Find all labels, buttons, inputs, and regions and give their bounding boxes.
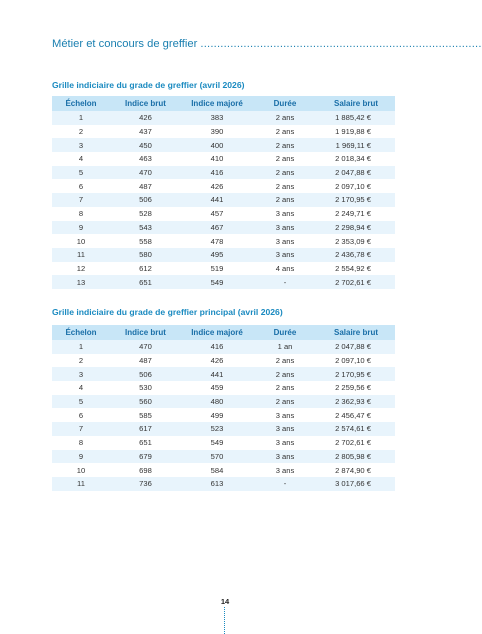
table-row <box>52 450 395 464</box>
indice-brut-cell: 558 <box>110 234 181 248</box>
table-row <box>52 262 395 276</box>
salaire-brut-cell: 2 702,61 € <box>317 436 395 450</box>
indice-majore-cell: 570 <box>181 450 253 464</box>
indice-majore-cell: 549 <box>181 436 253 450</box>
salaire-brut-cell: 2 456,47 € <box>317 408 395 422</box>
duree-cell: 3 ans <box>253 234 317 248</box>
indice-brut-cell: 426 <box>110 111 181 125</box>
echelon-cell: 10 <box>52 463 110 477</box>
salaire-brut-cell: 2 353,09 € <box>317 234 395 248</box>
duree-cell: 2 ans <box>253 166 317 180</box>
table-row <box>52 436 395 450</box>
table-row <box>52 138 395 152</box>
indice-majore-cell: 459 <box>181 381 253 395</box>
table-row <box>52 207 395 221</box>
table-header-row <box>52 96 395 111</box>
salaire-brut-cell: 2 170,95 € <box>317 193 395 207</box>
indice-brut-cell: 450 <box>110 138 181 152</box>
salaire-brut-cell: 2 047,88 € <box>317 340 395 354</box>
echelon-cell: 11 <box>52 248 110 262</box>
table1-title: Grille indiciaire du grade de greffier (avril 2026) <box>52 80 245 90</box>
table-row <box>52 193 395 207</box>
footer-dotted-rule <box>224 607 225 634</box>
duree-cell: 3 ans <box>253 463 317 477</box>
duree-cell: 4 ans <box>253 262 317 276</box>
echelon-cell: 3 <box>52 367 110 381</box>
salaire-brut-cell: 2 249,71 € <box>317 207 395 221</box>
duree-cell: 2 ans <box>253 381 317 395</box>
echelon-cell: 8 <box>52 207 110 221</box>
salaire-brut-cell: 2 298,94 € <box>317 221 395 235</box>
duree-cell: 2 ans <box>253 395 317 409</box>
table-row <box>52 275 395 289</box>
table-row <box>52 422 395 436</box>
table-row <box>52 234 395 248</box>
indice-brut-cell: 651 <box>110 275 181 289</box>
table-header-row <box>52 325 395 340</box>
indice-brut-cell: 612 <box>110 262 181 276</box>
table-row <box>52 179 395 193</box>
table-row <box>52 408 395 422</box>
column-header: Durée <box>253 96 317 111</box>
duree-cell: 2 ans <box>253 179 317 193</box>
table-row <box>52 152 395 166</box>
indice-brut-cell: 528 <box>110 207 181 221</box>
duree-cell: 3 ans <box>253 408 317 422</box>
table-row <box>52 340 395 354</box>
column-header: Échelon <box>52 325 110 340</box>
echelon-cell: 8 <box>52 436 110 450</box>
echelon-cell: 5 <box>52 166 110 180</box>
duree-cell: - <box>253 275 317 289</box>
title-leader-dots: ..................................................................................... <box>200 38 482 50</box>
salaire-brut-cell: 2 047,88 € <box>317 166 395 180</box>
salaire-brut-cell: 2 702,61 € <box>317 275 395 289</box>
echelon-cell: 6 <box>52 179 110 193</box>
indice-brut-cell: 736 <box>110 477 181 491</box>
echelon-cell: 1 <box>52 111 110 125</box>
indice-majore-cell: 416 <box>181 166 253 180</box>
indice-brut-cell: 530 <box>110 381 181 395</box>
indice-brut-cell: 506 <box>110 193 181 207</box>
greffier-salary-table <box>52 96 395 289</box>
indice-brut-cell: 560 <box>110 395 181 409</box>
indice-majore-cell: 441 <box>181 367 253 381</box>
greffier-principal-salary-table <box>52 325 395 491</box>
indice-brut-cell: 437 <box>110 125 181 139</box>
duree-cell: 3 ans <box>253 422 317 436</box>
echelon-cell: 12 <box>52 262 110 276</box>
echelon-cell: 1 <box>52 340 110 354</box>
indice-brut-cell: 585 <box>110 408 181 422</box>
table-row <box>52 111 395 125</box>
salaire-brut-cell: 2 436,78 € <box>317 248 395 262</box>
indice-majore-cell: 426 <box>181 354 253 368</box>
echelon-cell: 11 <box>52 477 110 491</box>
salaire-brut-cell: 1 885,42 € <box>317 111 395 125</box>
indice-majore-cell: 519 <box>181 262 253 276</box>
indice-majore-cell: 584 <box>181 463 253 477</box>
echelon-cell: 2 <box>52 125 110 139</box>
table-row <box>52 221 395 235</box>
column-header: Salaire brut <box>317 325 395 340</box>
duree-cell: 2 ans <box>253 138 317 152</box>
indice-majore-cell: 410 <box>181 152 253 166</box>
duree-cell: 3 ans <box>253 450 317 464</box>
table-row <box>52 463 395 477</box>
echelon-cell: 4 <box>52 152 110 166</box>
duree-cell: 3 ans <box>253 436 317 450</box>
duree-cell: - <box>253 477 317 491</box>
indice-majore-cell: 480 <box>181 395 253 409</box>
echelon-cell: 5 <box>52 395 110 409</box>
table-row <box>52 248 395 262</box>
indice-brut-cell: 470 <box>110 340 181 354</box>
indice-brut-cell: 651 <box>110 436 181 450</box>
indice-brut-cell: 487 <box>110 179 181 193</box>
indice-brut-cell: 506 <box>110 367 181 381</box>
duree-cell: 2 ans <box>253 152 317 166</box>
indice-majore-cell: 457 <box>181 207 253 221</box>
echelon-cell: 3 <box>52 138 110 152</box>
table-row <box>52 477 395 491</box>
page-number: 14 <box>220 597 230 606</box>
echelon-cell: 7 <box>52 422 110 436</box>
table2-title: Grille indiciaire du grade de greffier principal (avril 2026) <box>52 307 283 317</box>
indice-brut-cell: 580 <box>110 248 181 262</box>
table-row <box>52 367 395 381</box>
indice-majore-cell: 383 <box>181 111 253 125</box>
duree-cell: 3 ans <box>253 207 317 221</box>
salaire-brut-cell: 2 170,95 € <box>317 367 395 381</box>
salaire-brut-cell: 3 017,66 € <box>317 477 395 491</box>
duree-cell: 2 ans <box>253 354 317 368</box>
column-header: Durée <box>253 325 317 340</box>
echelon-cell: 9 <box>52 450 110 464</box>
column-header: Salaire brut <box>317 96 395 111</box>
duree-cell: 2 ans <box>253 125 317 139</box>
indice-brut-cell: 487 <box>110 354 181 368</box>
table-row <box>52 354 395 368</box>
table-row <box>52 125 395 139</box>
indice-majore-cell: 390 <box>181 125 253 139</box>
column-header: Indice majoré <box>181 96 253 111</box>
echelon-cell: 13 <box>52 275 110 289</box>
echelon-cell: 7 <box>52 193 110 207</box>
salaire-brut-cell: 1 919,88 € <box>317 125 395 139</box>
duree-cell: 1 an <box>253 340 317 354</box>
salaire-brut-cell: 2 018,34 € <box>317 152 395 166</box>
salaire-brut-cell: 2 259,56 € <box>317 381 395 395</box>
column-header: Indice brut <box>110 96 181 111</box>
table-row <box>52 395 395 409</box>
indice-majore-cell: 467 <box>181 221 253 235</box>
salaire-brut-cell: 2 097,10 € <box>317 354 395 368</box>
duree-cell: 2 ans <box>253 111 317 125</box>
indice-brut-cell: 617 <box>110 422 181 436</box>
indice-brut-cell: 463 <box>110 152 181 166</box>
echelon-cell: 2 <box>52 354 110 368</box>
indice-majore-cell: 416 <box>181 340 253 354</box>
salaire-brut-cell: 2 574,61 € <box>317 422 395 436</box>
column-header: Indice majoré <box>181 325 253 340</box>
salaire-brut-cell: 2 874,90 € <box>317 463 395 477</box>
indice-majore-cell: 400 <box>181 138 253 152</box>
salaire-brut-cell: 2 805,98 € <box>317 450 395 464</box>
duree-cell: 3 ans <box>253 248 317 262</box>
echelon-cell: 6 <box>52 408 110 422</box>
salaire-brut-cell: 2 554,92 € <box>317 262 395 276</box>
echelon-cell: 4 <box>52 381 110 395</box>
indice-majore-cell: 499 <box>181 408 253 422</box>
page-title <box>52 38 482 50</box>
indice-majore-cell: 523 <box>181 422 253 436</box>
duree-cell: 2 ans <box>253 193 317 207</box>
duree-cell: 2 ans <box>253 367 317 381</box>
indice-majore-cell: 441 <box>181 193 253 207</box>
indice-brut-cell: 543 <box>110 221 181 235</box>
salaire-brut-cell: 2 362,93 € <box>317 395 395 409</box>
page-title-text: Métier et concours de greffier <box>52 38 198 50</box>
indice-brut-cell: 470 <box>110 166 181 180</box>
indice-brut-cell: 679 <box>110 450 181 464</box>
indice-majore-cell: 478 <box>181 234 253 248</box>
indice-majore-cell: 495 <box>181 248 253 262</box>
indice-majore-cell: 549 <box>181 275 253 289</box>
indice-majore-cell: 613 <box>181 477 253 491</box>
salaire-brut-cell: 1 969,11 € <box>317 138 395 152</box>
salaire-brut-cell: 2 097,10 € <box>317 179 395 193</box>
indice-majore-cell: 426 <box>181 179 253 193</box>
echelon-cell: 10 <box>52 234 110 248</box>
table-row <box>52 381 395 395</box>
column-header: Échelon <box>52 96 110 111</box>
indice-brut-cell: 698 <box>110 463 181 477</box>
echelon-cell: 9 <box>52 221 110 235</box>
table-row <box>52 166 395 180</box>
duree-cell: 3 ans <box>253 221 317 235</box>
column-header: Indice brut <box>110 325 181 340</box>
